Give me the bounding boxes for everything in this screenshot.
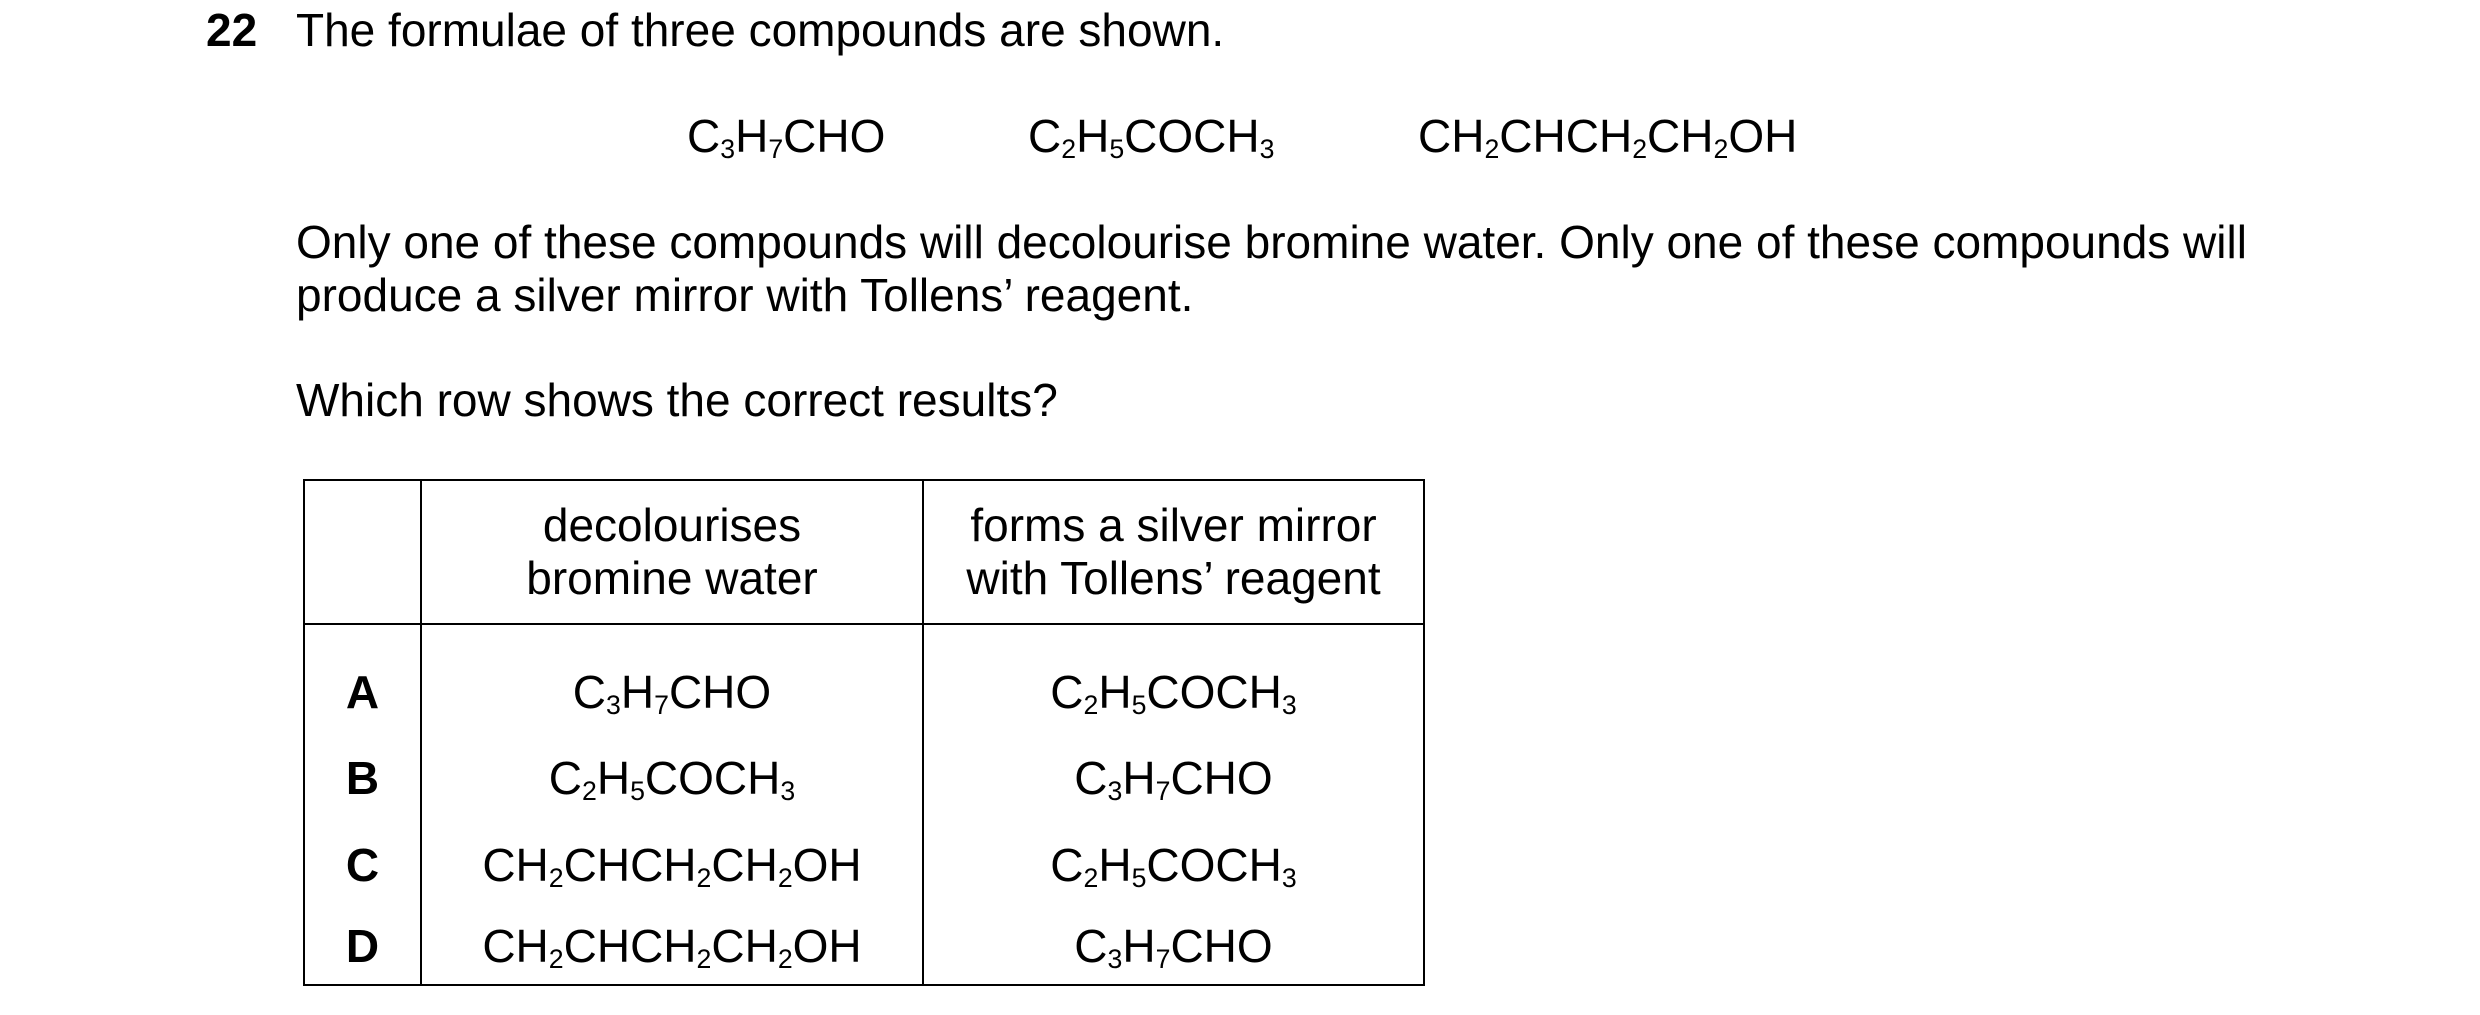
formula: $C_3H_7CHO$ (1074, 751, 1273, 806)
question-number: 22 (206, 4, 258, 56)
formula-butenol (1418, 108, 1797, 164)
header-bromine-water (421, 480, 923, 624)
formula-butanal (687, 108, 885, 164)
header-line: decolourises (542, 499, 802, 551)
option-letter: A (304, 624, 421, 734)
table-header-row (304, 480, 1424, 624)
table-row (304, 734, 1424, 821)
formula: $C_3H_7CHO$ (687, 110, 886, 164)
option-letter: D (304, 908, 421, 985)
answer-table (303, 479, 1425, 986)
table-row (304, 908, 1424, 985)
bromine-cell (421, 734, 923, 821)
statement-line: produce a silver mirror with Tollens’ reagent. (296, 269, 1194, 321)
header-tollens-reagent (923, 480, 1424, 624)
bromine-cell (421, 624, 923, 734)
question-statement (296, 216, 2316, 322)
formula: $C_3H_7CHO$ (1074, 920, 1273, 974)
formula-butanone (1028, 108, 1274, 164)
formula: $CH_2CHCH_2CH_2OH$ (1418, 110, 1798, 164)
header-line: bromine water (526, 552, 818, 604)
formula: $CH_2CHCH_2CH_2OH$ (482, 838, 862, 893)
formula: $C_2H_5COCH_3$ (1050, 665, 1297, 720)
tollens-cell (923, 624, 1424, 734)
bromine-cell (421, 908, 923, 985)
formula: $C_2H_5COCH_3$ (1050, 838, 1297, 893)
header-line: forms a silver mirror (970, 499, 1377, 551)
statement-line: Only one of these compounds will decolourise bromine water. Only one of these compounds will (296, 216, 2247, 268)
formula: $C_2H_5COCH_3$ (548, 751, 796, 806)
tollens-cell (923, 821, 1424, 908)
header-empty-cell (304, 480, 421, 624)
table-row (304, 624, 1424, 734)
formula: $C_2H_5COCH_3$ (1028, 110, 1275, 164)
formula: $CH_2CHCH_2CH_2OH$ (482, 920, 862, 974)
table-row (304, 821, 1424, 908)
bromine-cell (421, 821, 923, 908)
tollens-cell (923, 908, 1424, 985)
header-line: with Tollens’ reagent (966, 552, 1381, 604)
option-letter: B (304, 734, 421, 821)
formula: $C_3H_7CHO$ (572, 665, 772, 720)
tollens-cell (923, 734, 1424, 821)
question-title: The formulae of three compounds are shown. (296, 4, 1225, 56)
question-prompt: Which row shows the correct results? (296, 374, 1058, 426)
option-letter: C (304, 821, 421, 908)
